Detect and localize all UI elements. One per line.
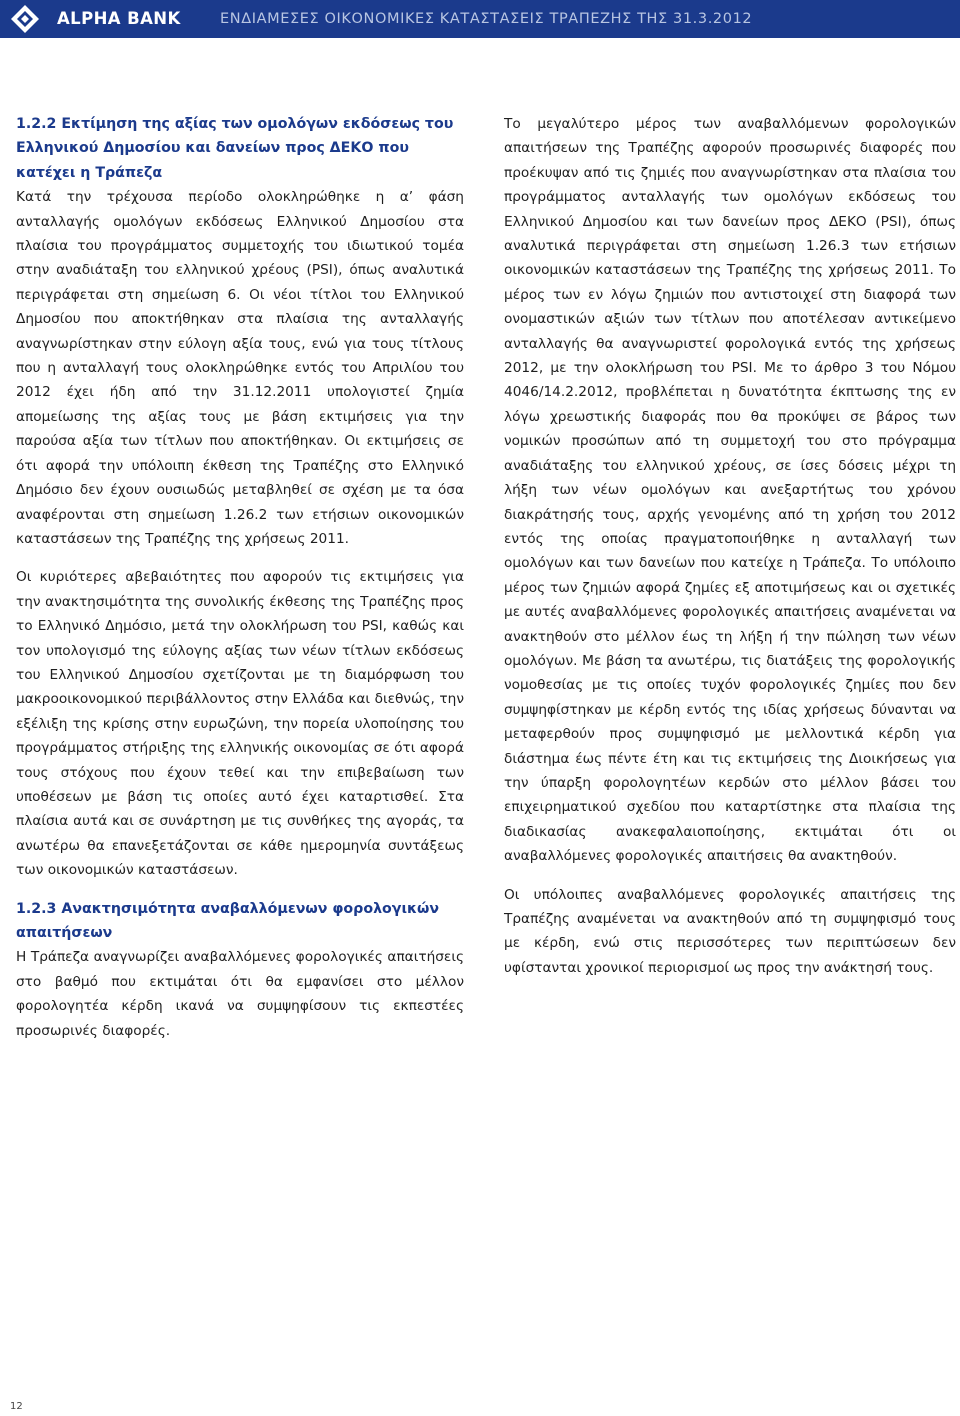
section-heading-1-2-2: 1.2.2 Εκτίμηση της αξίας των ομολόγων εκδόσεως του Ελληνικού Δημοσίου και δανείων προς ΔΕΚΟ που κατέχει η Τράπεζα <box>16 116 454 181</box>
paragraph: Οι υπόλοιπες αναβαλλόμενες φορολογικές απαιτήσεις της Τραπέζης αναμένεται να ανακτηθούν από τη συμψηφισμό τους με κέρδη, ενώ στις περισσότερες των περιπτώσεων δεν υφίστανται χρονικοί περιορισμοί ως προς την ανάκτησή τους. <box>504 886 956 976</box>
left-column <box>16 112 464 1057</box>
right-column <box>504 112 956 994</box>
section-heading-1-2-3: 1.2.3 Ανακτησιμότητα αναβαλλόμενων φορολογικών απαιτήσεων <box>16 900 440 941</box>
paragraph: Οι κυριότερες αβεβαιότητες που αφορούν τις εκτιμήσεις για την ανακτησιμότητα της συνολικής έκθεσης της Τραπέζης προς το Ελληνικό Δημόσιο, μετά την ολοκλήρωση του PSI, καθώς και τον υπολογισμό της εύλογης αξίας των νέων τίτλων εκδόσεως του Ελληνικού Δημοσίου σχετίζονται με τη διαμόρφωση του μακροοικονομικού περιβάλλοντος στην Ελλάδα και διεθνώς, την εξέλιξη της κρίσης στην ευρωζώνη, την πορεία υλοποίησης του προγράμματος στήριξης της ελληνικής οικονομίας σε ότι αφορά τους στόχους που έχουν τεθεί και την επιβεβαίωση των υποθέσεων με βάση τις οποίες αυτό έχει καταρτισθεί. Στα πλαίσια αυτά και σε συνάρτηση με τις συνθήκες της αγοράς, τα ανωτέρω θα επανεξετάζονται σε κάθε ημερομηνία συντάξεως των οικονομικών καταστάσεων. <box>16 569 464 879</box>
paragraph: Η Τράπεζα αναγνωρίζει αναβαλλόμενες φορολογικές απαιτήσεις στο βαθμό που εκτιμάται ότι θα εμφανίσει στο μέλλον φορολογητέα κέρδη ικανά να συμψηφίσουν τις εκπεστέες προσωρινές διαφορές. <box>16 949 464 1039</box>
paragraph: Το μεγαλύτερο μέρος των αναβαλλόμενων φορολογικών απαιτήσεων της Τραπέζης αφορούν προσωρινές διαφορές που προέκυψαν από τις ζημιές που αναγνωρίστηκαν στα πλαίσια του προγράμματος ανταλλαγής των ομολόγων εκδόσεως του Ελληνικού Δημοσίου και των δανείων προς ΔΕΚΟ (PSI), όπως αναλυτικά περιγράφεται στη σημείωση 1.26.3 των ετήσιων οικονομικών καταστάσεων της Τραπέζης της χρήσεως 2011. Το μέρος των εν λόγω ζημιών που αντιστοιχεί στη διαφορά των ονομαστικών αξιών των τίτλων που αποτέλεσαν αντικείμενο ανταλλαγής θα αναγνωριστεί φορολογικά εντός της χρήσεως 2012, με την ολοκλήρωση του PSI. Με το άρθρο 3 του Νόμου 4046/14.2.2012, προβλέπεται η δυνατότητα έκπτωσης της εν λόγω χρεωστικής διαφοράς που θα προκύψει σε βάρος των νομικών προσώπων από τη συμμετοχή του στο πρόγραμμα αναδιάταξης του ελληνικού χρέους, σε ίσες δόσεις μέχρι τη λήξη των νέων ομολόγων και ανεξαρτήτως του χρόνου διακράτησής τους, αρχής γενομένης από τη χρήση του 2012 εντός της οποίας πραγματοποιήθηκε η ανταλλαγή των ομολόγων και των δανείων που κατείχε η Τράπεζα. Το υπόλοιπο μέρος των ζημιών αφορά ζημίες εξ αποτιμήσεως και οι σχετικές με αυτές αναβαλλόμενες φορολογικές απαιτήσεις αναμένεται να ανακτηθούν στο μέλλον έως τη λήξη ή την πώληση των νέων ομολόγων. Με βάση τα ανωτέρω, τις διατάξεις της φορολογικής νομοθεσίας με τις οποίες τυχόν φορολογικές ζημίες που δεν συμψηφίστηκαν με κέρδη εντός της ιδίας χρήσεως δύνανται να μεταφερθούν προς συμψηφισμό με μελλοντικά κέρδη για διάστημα έως πέντε έτη και τις εκτιμήσεις της Διοικήσεως για την ύπαρξη φορολογητέων κερδών στο μέλλον βάσει του επιχειρηματικού σχεδίου που καταρτίστηκε στα πλαίσια της διαδικασίας ανακεφαλαιοποίησης, εκτιμάται ότι οι αναβαλλόμενες φορολογικές απαιτήσεις θα ανακτηθούν. <box>504 116 956 865</box>
brand-name: ALPHA BANK <box>57 9 181 28</box>
alpha-bank-logo-icon <box>9 3 41 35</box>
header-bar <box>0 0 960 38</box>
paragraph: Κατά την τρέχουσα περίοδο ολοκληρώθηκε η α’ φάση ανταλλαγής ομολόγων εκδόσεως Ελληνικού Δημοσίου στα πλαίσια του προγράμματος συμμετοχής του ιδιωτικού τομέα στην αναδιάταξη του ελληνικού χρέους (PSI), όπως αναλυτικά περιγράφεται στη σημείωση 6. Οι νέοι τίτλοι του Ελληνικού Δημοσίου που αποκτήθηκαν στα πλαίσια της ανταλλαγής αναγνωρίστηκαν στην εύλογη αξία τους, ενώ για τους τίτλους που η ανταλλαγή τους ολοκληρώθηκε εντός του Απριλίου του 2012 έχει ήδη από την 31.12.2011 υπολογιστεί ζημία απομείωσης της αξίας τους με βάση εκτιμήσεις για την παρούσα αξία των τίτλων που αποκτήθηκαν. Οι εκτιμήσεις σε ότι αφορά την υπόλοιπη έκθεση της Τραπέζης στο Ελληνικό Δημόσιο δεν έχουν ουσιωδώς μεταβληθεί σε σχέση με τα όσα αναφέρονται στη σημείωση 1.26.2 των ετήσιων οικονομικών καταστάσεων της Τραπέζης της χρήσεως 2011. <box>16 189 464 547</box>
document-title: ΕΝΔΙΑΜΕΣΕΣ ΟΙΚΟΝΟΜΙΚΕΣ ΚΑΤΑΣΤΑΣΕΙΣ ΤΡΑΠΕΖΗΣ ΤΗΣ 31.3.2012 <box>220 11 753 27</box>
page-number: 12 <box>10 1401 23 1412</box>
